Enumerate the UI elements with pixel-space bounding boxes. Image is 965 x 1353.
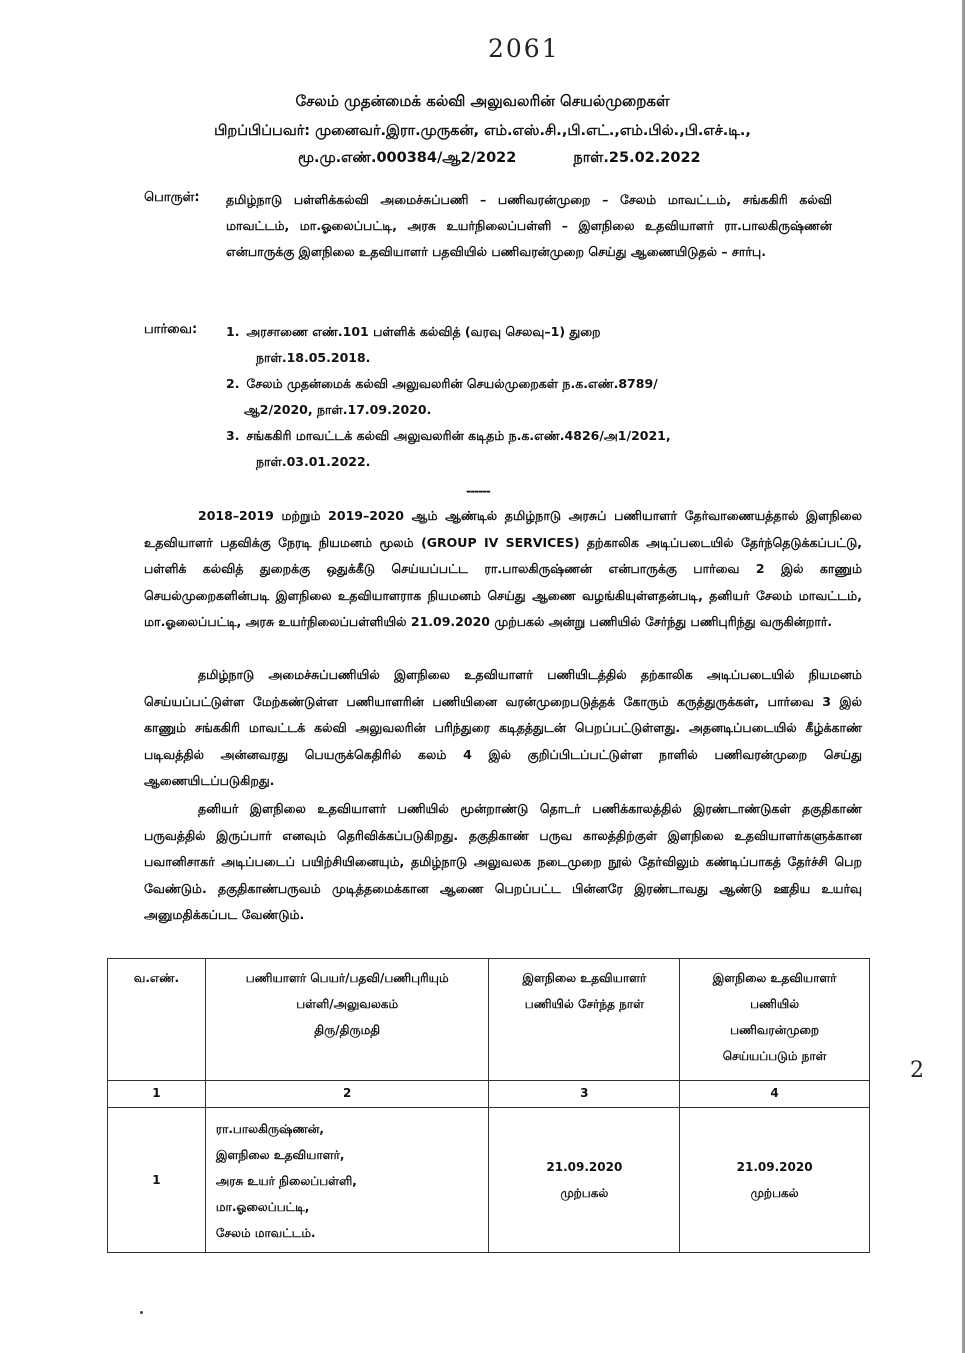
table-header-row	[108, 959, 870, 1081]
scan-speck	[140, 1311, 143, 1314]
reference-line	[298, 150, 701, 168]
body-paragraph: 2018–2019 மற்றும் 2019–2020 ஆம் ஆண்டில் தமிழ்நாடு அரசுப் பணியாளர் தேர்வாணையத்தால் இளநிலை உதவியாளர் பதவிக்கு நேரடி நியமனம் மூலம் (GROUP IV SERVICES) தற்காலிக அடிப்படையில் தேர்ந்தெடுக்கப்பட்டு, பள்ளிக் கல்வித் துறைக்கு ஒதுக்கீடு செய்யப்பட்ட ரா.பாலகிருஷ்ணன் என்பாருக்கு பார்வை 2 இல் காணும் செயல்முறைகளின்படி இளநிலை உதவியாளராக நியமனம் செய்து ஆணை வழங்கியுள்ளதன்படி, தனியர் சேலம் மாவட்டம், மா.ஓலைப்பட்டி, அரசு உயர்நிலைப்பள்ளியில் 21.09.2020 முற்பகல் அன்று பணியில் சேர்ந்து பணிபுரிந்து வருகின்றார்.	[144, 508, 862, 629]
reference-date: நாள்.18.05.2018.	[256, 350, 371, 365]
reference-item: 2. சேலம் முதன்மைக் கல்வி அலுவலரின் செயல்முறைகள் ந.க.எண்.8789/ ஆ2/2020, நாள்.17.09.2020.	[226, 371, 786, 423]
separator: ------	[466, 484, 490, 498]
cell-joined-date: 21.09.2020 முற்பகல்	[489, 1108, 680, 1253]
references-list	[226, 319, 786, 475]
subject-label: பொருள்:	[144, 190, 200, 205]
issuer-line: பிறப்பிப்பவர்: முனைவர்.இரா.முருகன், எம்.எஸ்.சி.,பி.எட்.,எம்.பில்.,பி.எச்.டி.,	[214, 123, 751, 139]
reference-item: 3. சங்ககிரி மாவட்டக் கல்வி அலுவலரின் கடிதம் ந.க.எண்.4826/அ1/2021, நாள்.03.01.2022.	[226, 423, 786, 475]
table-row	[108, 1108, 870, 1253]
handwritten-page-number: 2061	[488, 34, 560, 63]
reference-date: நாள்.03.01.2022.	[256, 454, 371, 469]
header-joined-date: இளநிலை உதவியாளர் பணியில் சேர்ந்த நாள்	[489, 959, 680, 1081]
reference-text: சேலம் முதன்மைக் கல்வி அலுவலரின் செயல்முறைகள் ந.க.எண்.8789/	[246, 376, 658, 391]
handwritten-margin-mark: 2	[910, 1058, 924, 1083]
subject-text: தமிழ்நாடு பள்ளிக்கல்வி அமைச்சுப்பணி – பணிவரன்முறை – சேலம் மாவட்டம், சங்ககிரி கல்வி மாவட்டம், மா.ஓலைப்பட்டி, அரசு உயர்நிலைப்பள்ளி – இளநிலை உதவியாளர் ரா.பாலகிருஷ்ணன் என்பாருக்கு இளநிலை உதவியாளர் பதவியில் பணிவரன்முறை செய்து ஆணையிடுதல் – சார்பு.	[226, 192, 832, 259]
body-paragraph: தமிழ்நாடு அமைச்சுப்பணியில் இளநிலை உதவியாளர் பணியிடத்தில் தற்காலிக அடிப்படையில் நியமனம் செய்யப்பட்டுள்ள மேற்கண்டுள்ள பணியாளரின் பணியினை வரன்முறைபடுத்தக் கோரும் கருத்துருக்கள், பார்வை 3 இல் காணும் சங்ககிரி மாவட்டக் கல்வி அலுவலரின் பரிந்துரை கடிதத்துடன் பெறப்பட்டுள்ளது. அதனடிப்படையில் கீழ்க்காண் படிவத்தில் அன்னவரது பெயருக்கெதிரில் கலம் 4 இல் குறிப்பிடப்பட்டுள்ள நாளில் பணிவரன்முறை செய்து ஆணையிடப்படுகிறது.	[144, 667, 862, 788]
reference-text: சங்ககிரி மாவட்டக் கல்வி அலுவலரின் கடிதம் ந.க.எண்.4826/அ1/2021,	[246, 428, 671, 443]
column-number-row: 1 2 3 4	[108, 1081, 870, 1108]
cell-employee: ரா.பாலகிருஷ்ணன், இளநிலை உதவியாளர், அரசு உயர் நிலைப்பள்ளி, மா.ஓலைப்பட்டி, சேலம் மாவட்டம்.	[205, 1108, 489, 1253]
reference-number: மூ.மு.எண்.000384/ஆ2/2022	[298, 150, 517, 166]
cell-regularised-date: 21.09.2020 முற்பகல்	[680, 1108, 870, 1253]
header-employee: பணியாளர் பெயர்/பதவி/பணிபுரியும் பள்ளி/அலுவலகம் திரு/திருமதி	[205, 959, 489, 1081]
header-regularised-date: இளநிலை உதவியாளர் பணியில் பணிவரன்முறை செய்யப்படும் நாள்	[680, 959, 870, 1081]
cell-serial-no: 1	[108, 1108, 206, 1253]
reference-date: ஆ2/2020, நாள்.17.09.2020.	[244, 402, 432, 417]
reference-text: அரசாணை எண்.101 பள்ளிக் கல்வித் (வரவு செலவு–1) துறை	[246, 324, 601, 339]
header-serial-no: வ.எண்.	[108, 959, 206, 1081]
reference-item: 1. அரசாணை எண்.101 பள்ளிக் கல்வித் (வரவு செலவு–1) துறை நாள்.18.05.2018.	[226, 319, 786, 371]
body-paragraph: தனியர் இளநிலை உதவியாளர் பணியில் மூன்றாண்டு தொடர் பணிக்காலத்தில் இரண்டாண்டுகள் தகுதிகாண் பருவத்தில் இருப்பார் எனவும் தெரிவிக்கப்படுகிறது. தகுதிகாண் பருவ காலத்திற்குள் இளநிலை உதவியாளர்களுக்கான பவானிசாகர் அடிப்படைப் பயிற்சியினையும், தமிழ்நாடு அலுவலக நடைமுறை நூல் தேர்விலும் கண்டிப்பாகத் தேர்ச்சி பெற வேண்டும். தகுதிகாண்பருவம் முடித்தமைக்கான ஆணை பெறப்பட்ட பின்னரே இரண்டாவது ஆண்டு ஊதிய உயர்வு அனுமதிக்கப்பட வேண்டும்.	[144, 801, 862, 922]
document-title: சேலம் முதன்மைக் கல்வி அலுவலரின் செயல்முறைகள்	[295, 92, 670, 110]
references-label: பார்வை:	[144, 322, 198, 337]
regularisation-table	[107, 958, 870, 1253]
document-date: நாள்.25.02.2022	[573, 150, 701, 166]
